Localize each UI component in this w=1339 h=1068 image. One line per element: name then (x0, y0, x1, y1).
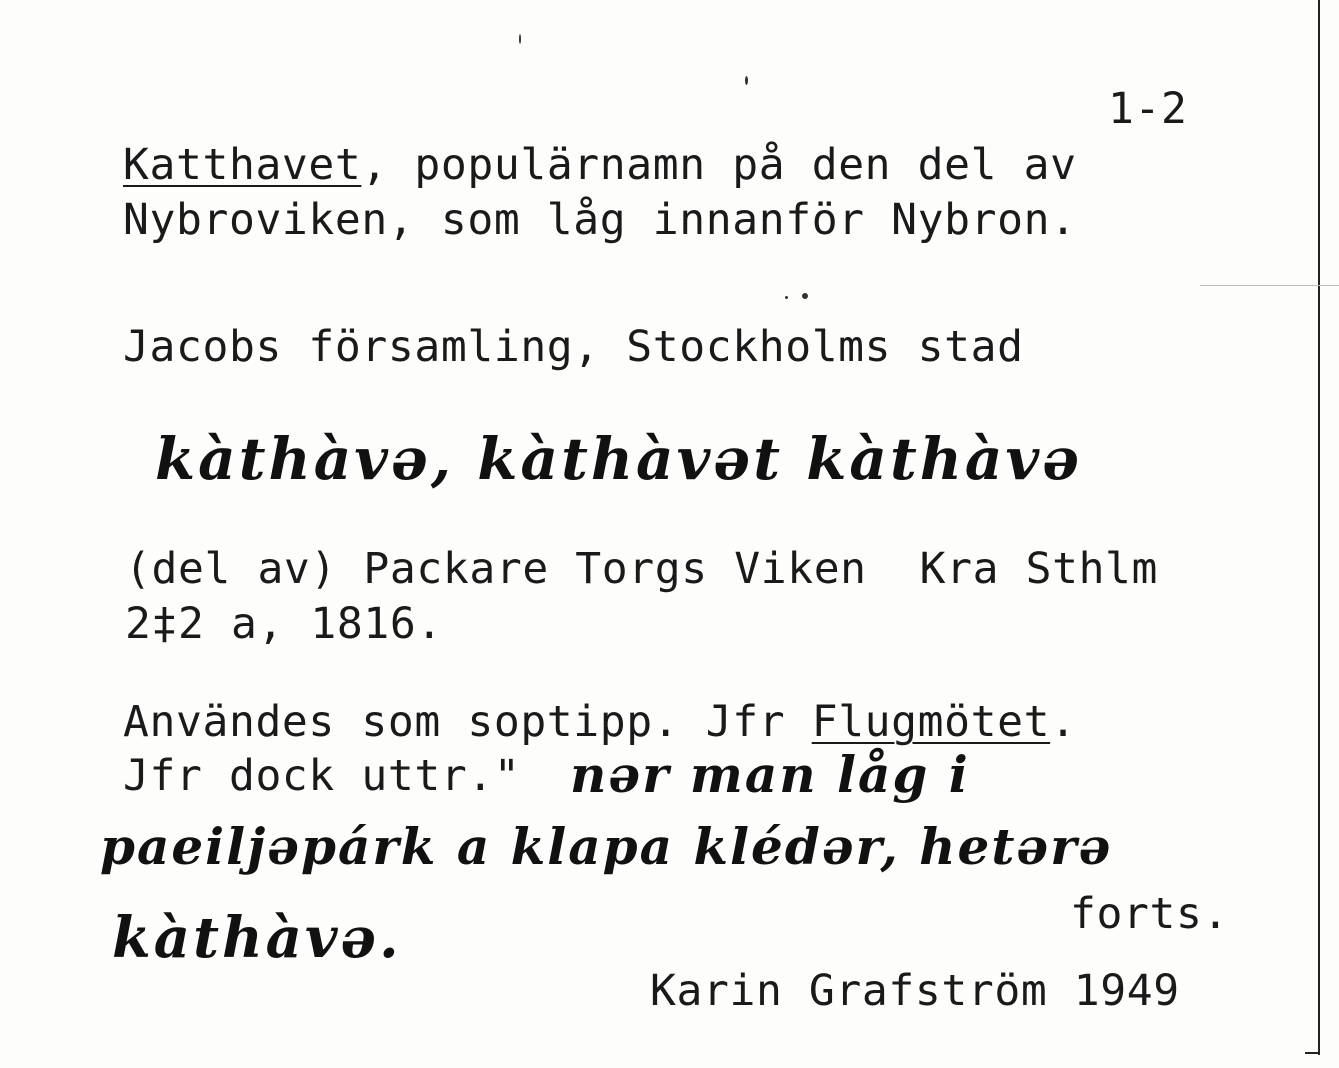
headword: Katthavet (123, 140, 362, 190)
speck (745, 76, 748, 85)
card-fold-line (1200, 285, 1339, 286)
speck (802, 293, 808, 299)
historical-line-2: 2‡2 a, 1816. (125, 599, 443, 649)
historical-line-1: (del av) Packare Torgs Viken Kra Sthlm (125, 544, 1159, 594)
definition-text: , populärnamn på den del av (361, 140, 1077, 190)
author-signature: Karin Grafström 1949 (650, 966, 1180, 1016)
definition-line-1 (123, 140, 1077, 190)
usage-line-2-handwritten: nər man låg i (570, 745, 970, 804)
card-edge (1318, 0, 1320, 1055)
usage-line-1 (123, 697, 1077, 747)
usage-line-3-handwritten: paeiljəpárk a klapa klédər, hetərə (100, 817, 1113, 876)
usage-line-4-handwritten: kàthàvə. (112, 905, 402, 971)
speck (519, 34, 521, 44)
usage-line-2-typed: Jfr dock uttr." (123, 751, 521, 801)
usage-period: . (1050, 697, 1077, 747)
definition-line-2: Nybroviken, som låg innanför Nybron. (123, 195, 1077, 245)
continued-marker: forts. (1070, 889, 1229, 939)
speck (785, 296, 788, 299)
parish-line: Jacobs församling, Stockholms stad (123, 322, 1024, 372)
card-edge-corner (1305, 1052, 1320, 1054)
pronunciation-handwritten: kàthàvə, kàthàvət kàthàvə (155, 425, 1083, 493)
cross-reference-link: Flugmötet (811, 697, 1051, 747)
usage-text: Användes som soptipp. Jfr (123, 697, 812, 747)
card-number: 1-2 (1108, 84, 1188, 134)
